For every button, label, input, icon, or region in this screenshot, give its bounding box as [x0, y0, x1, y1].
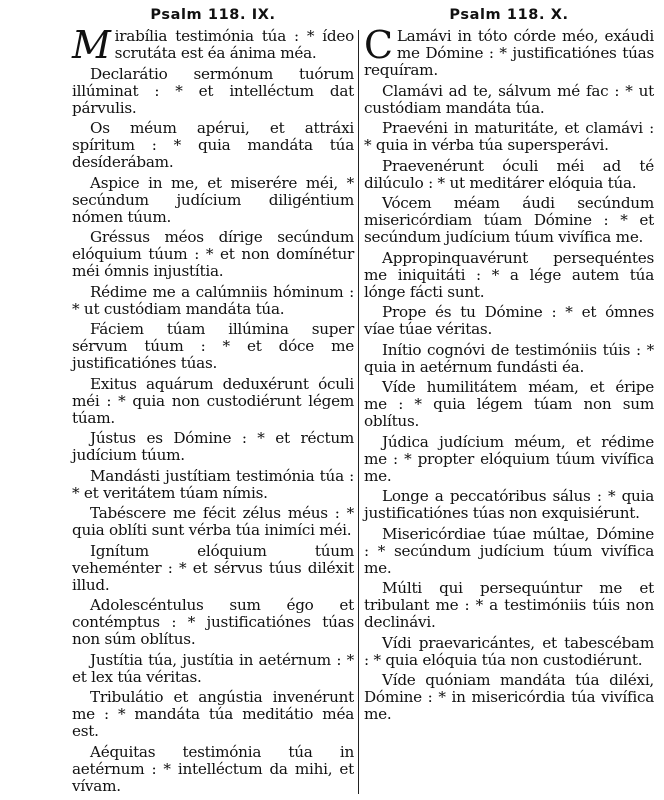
verse — [364, 434, 654, 485]
verse-text: Júdica judícium méum, et rédime me : * propter elóquium túum vivífica me. — [364, 432, 654, 485]
verse-text: irabília testimónia túa : * ídeo scrutáta est éa ánima méa. — [114, 27, 354, 62]
verse — [364, 488, 654, 522]
verse-text: Exitus aquárum deduxérunt óculi méi : * quia non custodiérunt légem túam. — [72, 374, 354, 427]
verse-text: Jústus es Dómine : * et réctum judícium túum. — [72, 429, 354, 464]
verse — [72, 229, 354, 280]
verse-text: Justítia túa, justítia in aetérnum : * et lex túa véritas. — [72, 650, 354, 686]
verse-text: Prope és tu Dómine : * et ómnes víae túae véritas. — [364, 303, 654, 338]
verse-text: Praevéni in maturitáte, et clamávi : * quia in vérba túa supersperávi. — [364, 119, 654, 154]
column-title: Psalm 118. X. — [449, 7, 569, 23]
verse — [72, 175, 354, 226]
verse — [364, 304, 654, 338]
drop-cap-initial: C — [364, 23, 393, 67]
verse-list — [364, 23, 654, 723]
verse — [364, 195, 654, 246]
verse-text: Mandásti justítiam testimónia túa : * et veritátem túam nímis. — [72, 466, 354, 502]
verse — [72, 468, 354, 502]
verse — [72, 120, 354, 171]
verse-text: Os méum apérui, et attráxi spíritum : * quia mandáta túa desíderábam. — [72, 119, 354, 171]
verse — [72, 652, 354, 686]
verse — [364, 580, 654, 631]
verse-text: Adolescéntulus sum égo et contémptus : * justificatiónes túas non súm oblítus. — [72, 596, 354, 648]
verse — [364, 379, 654, 430]
column-psalm-118-x — [364, 4, 654, 727]
verse — [364, 250, 654, 301]
verse-text: Declarátio sermónum tuórum illúminat : * et intelléctum dat párvulis. — [72, 64, 354, 117]
verse — [72, 597, 354, 648]
verse — [72, 66, 354, 117]
verse-text: Inítio cognóvi de testimóniis túis : * quia in aetérnum fundásti éa. — [364, 340, 654, 376]
verse — [364, 23, 654, 79]
verse — [72, 505, 354, 539]
verse-text: Tabéscere me fécit zélus méus : * quia oblíti sunt vérba túa inimíci méi. — [72, 504, 354, 539]
verse-text: Praevenérunt óculi méi ad té dilúculo : * ut meditárer elóquia túa. — [364, 156, 654, 192]
verse — [72, 321, 354, 372]
verse — [364, 635, 654, 669]
verse — [72, 689, 354, 740]
column-divider — [358, 30, 359, 794]
verse — [72, 376, 354, 427]
verse-text: Tribulátio et angústia invenérunt me : * mandáta túa meditátio méa est. — [72, 688, 354, 740]
verse-text: Vídi praevaricántes, et tabescébam : * quia elóquia túa non custodiérunt. — [364, 633, 654, 669]
verse — [72, 744, 354, 795]
verse-text: Misericórdiae túae múltae, Dómine : * secúndum judícium túum vivífica me. — [364, 524, 654, 577]
verse — [72, 284, 354, 318]
verse-text: Múlti qui persequúntur me et tribulant me : * a testimóniis túis non declinávi. — [364, 579, 654, 631]
verse — [364, 120, 654, 154]
verse-text: Clamávi ad te, sálvum mé fac : * ut custódiam mandáta túa. — [364, 81, 654, 117]
verse-list — [72, 23, 354, 795]
verse-text: Víde humilitátem méam, et éripe me : * quia légem túam non sum oblítus. — [364, 378, 654, 430]
verse-text: Aspice in me, et miserére méi, * secúndum judícium diligéntium nómen túum. — [72, 173, 354, 226]
verse — [364, 83, 654, 117]
column-title: Psalm 118. IX. — [150, 7, 276, 23]
drop-cap-initial: M — [72, 23, 111, 67]
verse-text: Fáciem túam illúmina super sérvum túum : * et dóce me justificatiónes túas. — [72, 320, 354, 372]
verse — [72, 23, 354, 67]
column-psalm-118-ix — [72, 4, 354, 798]
verse-text: Gréssus méos dírige secúndum elóquium túum : * et non domínétur méi ómnis injustítia. — [72, 228, 354, 280]
verse — [72, 430, 354, 464]
verse — [364, 526, 654, 577]
verse-text: Víde quóniam mandáta túa diléxi, Dómine : * in misericórdia túa vivífica me. — [364, 671, 654, 723]
verse — [364, 672, 654, 723]
verse-text: Lamávi in tóto córde méo, exáudi me Dómine : * justificatiónes túas requíram. — [364, 27, 654, 79]
verse — [72, 543, 354, 594]
verse — [364, 342, 654, 376]
verse — [364, 158, 654, 192]
verse-text: Longe a peccatóribus sálus : * quia justificatiónes túas non exquisiérunt. — [364, 487, 654, 522]
verse-text: Appropinquavérunt persequéntes me iniquitáti : * a lége autem túa lónge fácti sunt. — [364, 248, 654, 301]
verse-text: Rédime me a calúmniis hóminum : * ut custódiam mandáta túa. — [72, 282, 354, 318]
verse-text: Vócem méam áudi secúndum misericórdiam túam Dómine : * et secúndum judícium túum vivífica me. — [364, 194, 654, 246]
verse-text: Aéquitas testimónia túa in aetérnum : * intelléctum da mihi, et vívam. — [72, 742, 354, 795]
verse-text: Ignítum elóquium túum veheménter : * et sérvus túus diléxit illud. — [72, 541, 354, 594]
